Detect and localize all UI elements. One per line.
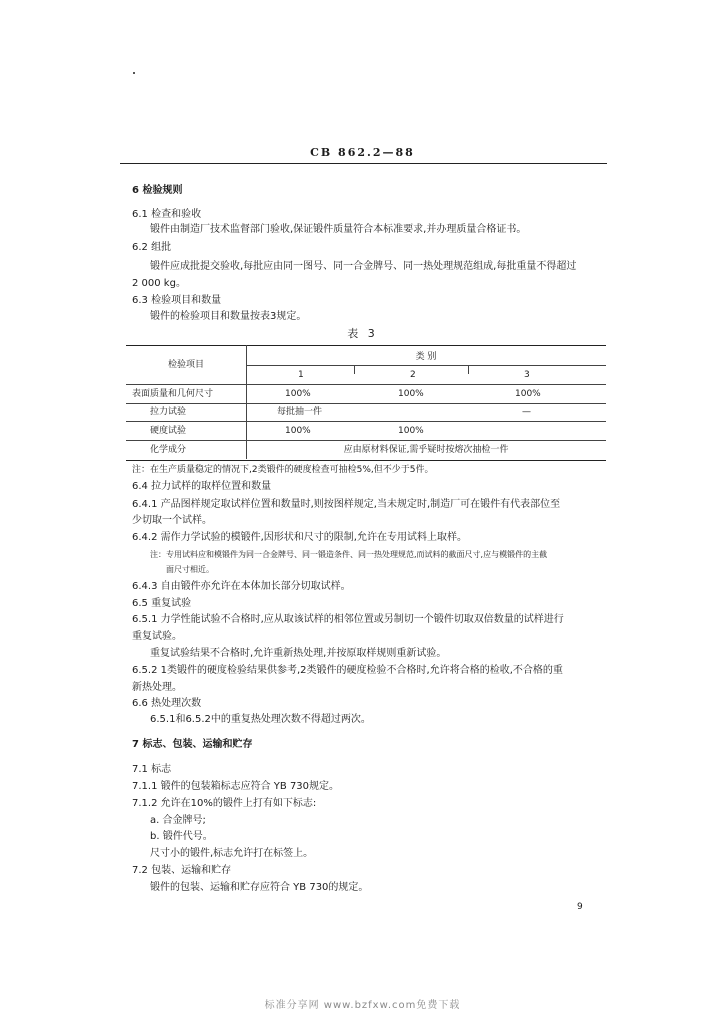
paragraph: 锻件的检验项目和数量按表3规定。 (150, 311, 307, 322)
section-6-3-heading: 6.3 检验项目和数量 (132, 295, 222, 306)
table-header-class-2: 2 (410, 370, 416, 380)
paragraph: 6.4.3 自由锻件亦允许在本体加长部分切取试样。 (132, 581, 351, 592)
table-rule (246, 365, 606, 366)
table-cell: 100% (285, 426, 311, 436)
paragraph: 7.1.2 允许在10%的锻件上打有如下标志: (132, 798, 317, 809)
table-cell: 100% (398, 389, 424, 399)
section-6-2-heading: 6.2 组批 (132, 242, 172, 253)
page-number: 9 (577, 902, 583, 912)
table-cell: 100% (285, 389, 311, 399)
table-cell-item: 化学成分 (150, 445, 187, 455)
section-7-heading: 7 标志、包装、运输和贮存 (132, 739, 253, 750)
paragraph: 6.4.1 产品图样规定取试样位置和数量时,则按图样规定,当未规定时,制造厂可在锻件有代表部位至 (132, 499, 561, 510)
table-note: 注：在生产质量稳定的情况下,2类锻件的硬度检查可抽检5%,但不少于5件。 (132, 465, 434, 475)
section-7-1-heading: 7.1 标志 (132, 764, 172, 775)
table-cell-item: 表面质量和几何尺寸 (132, 389, 214, 399)
note: 注：专用试料应和模锻件为同一合金牌号、同一锻造条件、同一热处理规范,而试料的截面尺寸,应与模锻件的主截 (150, 550, 548, 559)
paragraph: 2 000 kg。 (132, 278, 186, 289)
document-code: CB 862.2—88 (310, 146, 415, 159)
paragraph: 7.1.1 锻件的包装箱标志应符合 YB 730规定。 (132, 781, 340, 792)
table-cell: 每批抽一件 (277, 407, 323, 417)
list-item: a. 合金牌号; (150, 815, 206, 826)
paragraph: 6.5.1和6.5.2中的重复热处理次数不得超过两次。 (150, 714, 371, 725)
paragraph: 6.4.2 需作力学试验的模锻件,因形状和尺寸的限制,允许在专用试料上取样。 (132, 532, 467, 543)
paragraph: 6.5.1 力学性能试验不合格时,应从取该试样的相邻位置或另制切一个锻件切取双倍数量的试样进行 (132, 614, 564, 625)
table-header-class-3: 3 (524, 370, 530, 380)
table-header-class-1: 1 (298, 370, 304, 380)
header-rule (120, 163, 607, 164)
table-cell: 100% (515, 389, 541, 399)
table-rule (126, 421, 606, 422)
list-item: b. 锻件代号。 (150, 831, 213, 842)
paragraph: 少切取一个试样。 (132, 515, 212, 526)
table-rule (126, 403, 606, 404)
note: 面尺寸相近。 (166, 565, 214, 574)
paragraph: 锻件的包装、运输和贮存应符合 YB 730的规定。 (150, 882, 369, 893)
table-cell-item: 拉力试验 (150, 407, 187, 417)
paragraph: 重复试验。 (132, 631, 182, 642)
table-caption: 表 3 (347, 327, 378, 340)
paragraph: 新热处理。 (132, 682, 182, 693)
table-header-item: 检验项目 (167, 360, 204, 370)
section-6-heading: 6 检验规则 (132, 185, 183, 196)
section-7-2-heading: 7.2 包装、运输和贮存 (132, 865, 232, 876)
table-rule (354, 365, 355, 374)
section-6-4-heading: 6.4 拉力试样的取样位置和数量 (132, 481, 272, 492)
watermark: 标准分享网 www.bzfxw.com免费下载 (264, 1000, 461, 1011)
section-6-5-heading: 6.5 重复试验 (132, 598, 192, 609)
table-rule (468, 365, 469, 374)
paragraph: 尺寸小的锻件,标志允许打在标签上。 (150, 848, 314, 859)
table-rule (126, 440, 606, 441)
section-6-1-heading: 6.1 检查和验收 (132, 209, 202, 220)
table-rule (126, 384, 606, 385)
section-6-6-heading: 6.6 热处理次数 (132, 698, 202, 709)
paragraph: 锻件应成批提交验收,每批应由同一图号、同一合金牌号、同一热处理规范组成,每批重量不得超过 (150, 261, 577, 272)
paragraph: 锻件由制造厂技术监督部门验收,保证锻件质量符合本标准要求,并办理质量合格证书。 (150, 224, 527, 235)
table-header-class: 类 别 (415, 352, 437, 362)
table-cell-merged: 应由原材料保证,需乎疑时按熔次抽检一件 (343, 445, 509, 455)
scan-speck (133, 72, 135, 74)
paragraph: 6.5.2 1类锻件的硬度检验结果供参考,2类锻件的硬度检验不合格时,允许将合格的检收,不合格的重 (132, 665, 563, 676)
table-cell: — (522, 407, 531, 417)
table-cell: 100% (398, 426, 424, 436)
table-cell-item: 硬度试验 (150, 426, 187, 436)
paragraph: 重复试验结果不合格时,允许重新热处理,并按原取样规则重新试验。 (150, 648, 447, 659)
